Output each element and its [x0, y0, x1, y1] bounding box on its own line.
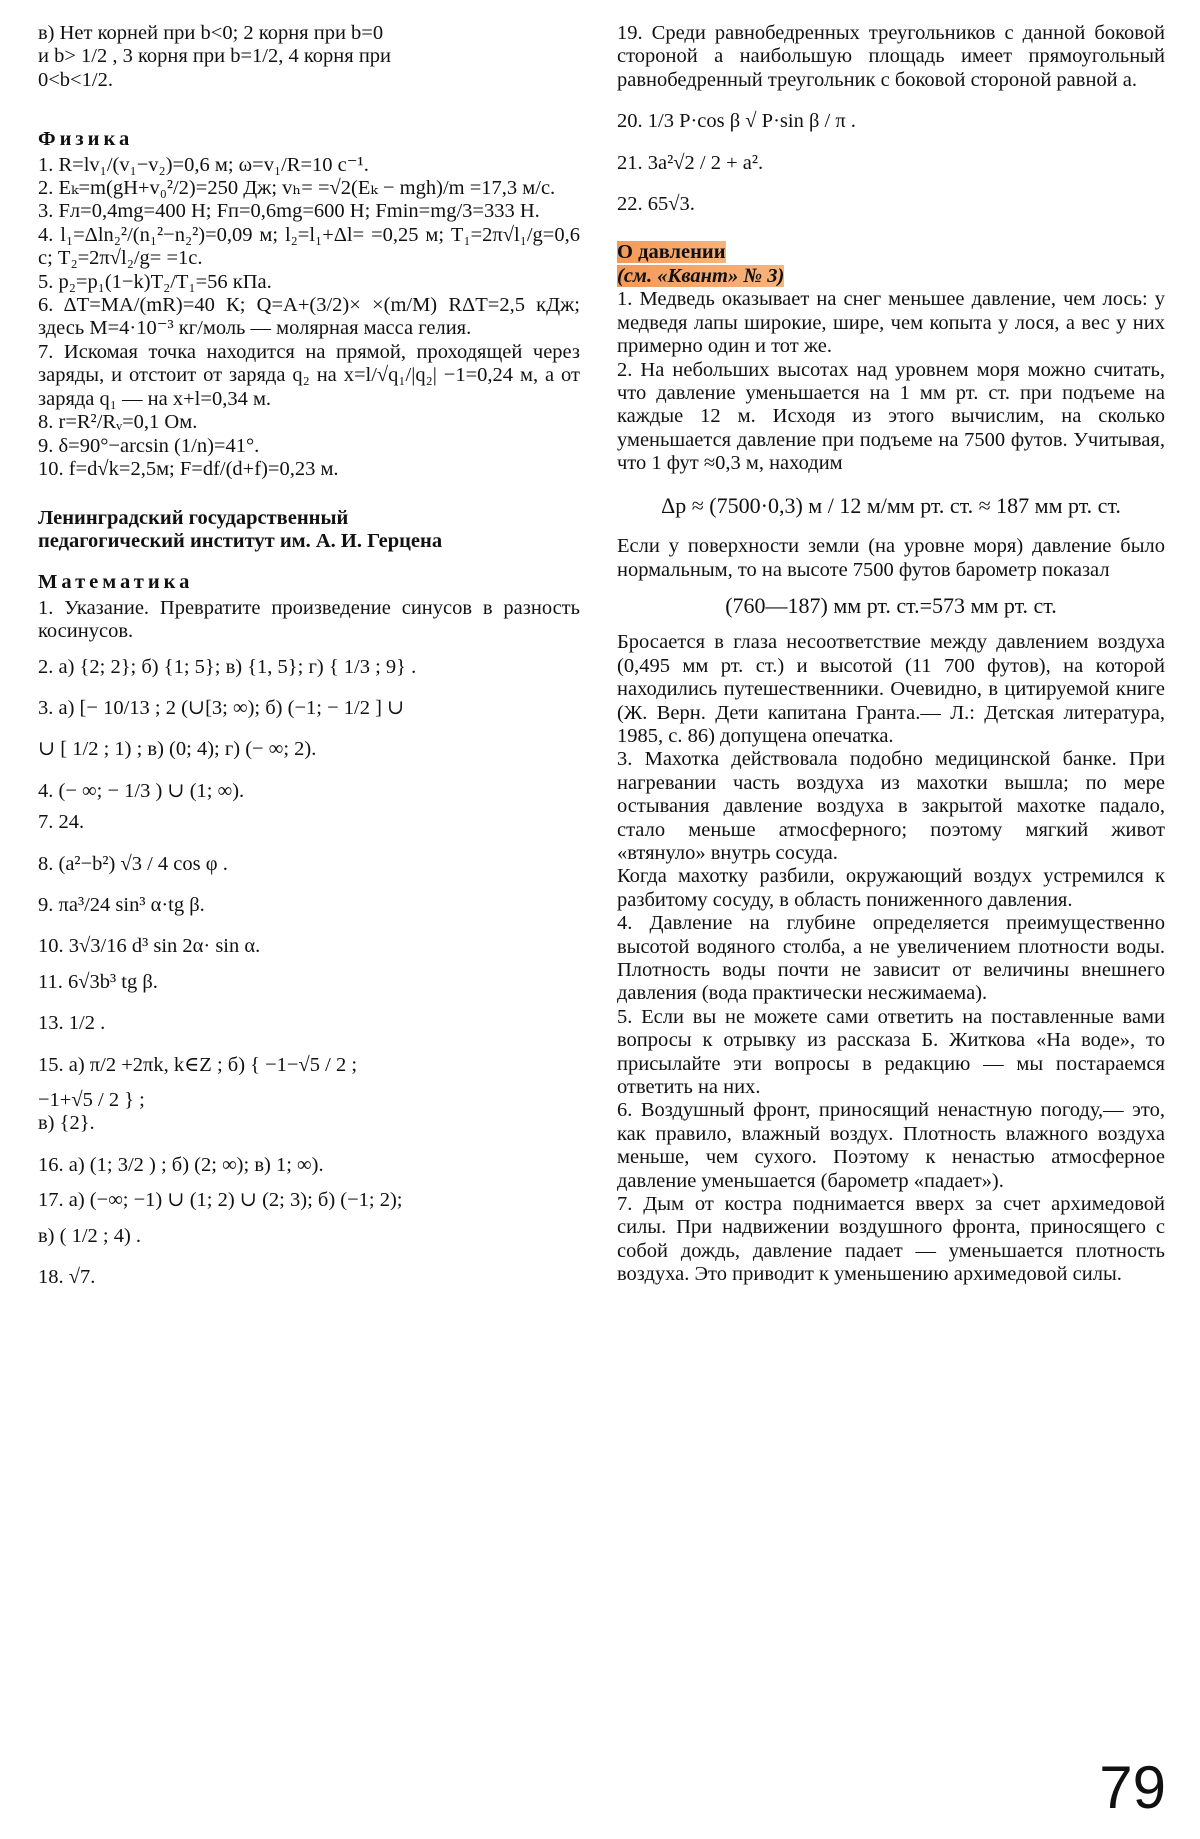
math-item: 7. 24.: [38, 811, 85, 834]
answer-paragraph: 3. Махотка действовала подобно медицинской банке. При нагревании часть воздуха из махотки вышла; по мере остывания давление воздуха в закрытой махотке падало, стало меньше атмосферного; поэтому мягкий живот «втянуло» внутрь сосуда.: [617, 748, 1165, 864]
answer-paragraph: 7. Дым от костра поднимается вверх за счет архимедовой силы. При надвижении воздушного фронта, приносящего с собой дождь, давление падает — уменьшается плотность воздуха. Это приводит к уменьшению архимедовой силы.: [617, 1193, 1165, 1286]
physics-item: 1. R=lv₁/(v₁−v₂)=0,6 м; ω=v₁/R=10 с⁻¹.: [38, 153, 369, 176]
section-ref-text: (см. «Квант» № 3): [617, 265, 785, 288]
physics-item: 5. p₂=p₁(1−k)T₂/T₁=56 кПа.: [38, 270, 272, 293]
institute-line-2: педагогический институт им. А. И. Герцена: [38, 530, 443, 553]
formula-pressure-drop: Δp ≈ (7500·0,3) м / 12 м/мм рт. ст. ≈ 187 мм рт. ст.: [661, 492, 1121, 518]
physics-item: 10. f=d√k=2,5м; F=df/(d+f)=0,23 м.: [38, 457, 339, 480]
left-column: [38, 22, 580, 1289]
answer-paragraph: 2. На небольших высотах над уровнем моря можно считать, что давление уменьшается на 1 мм рт. ст. при подъеме на каждые 12 м. Исходя из этого вычислим, на сколько уменьшается давление при подъеме на 7500 футов. Учитывая, что 1 фут ≈0,3 м, находим: [617, 358, 1165, 475]
physics-item: 4. l₁=Δln₂²/(n₁²−n₂²)=0,09 м; l₂=l₁+Δl= =0,25 м; T₁=2π√l₁/g=0,6 с; T₂=2π√l₂/g= =1с.: [38, 223, 580, 270]
answer-paragraph: 6. Воздушный фронт, приносящий ненастную погоду,— это, как правило, влажный воздух. Плотность влажного воздуха меньше, чем сухого. Поэтому к ненастью атмосферное давление уменьшается (барометр «падает»).: [617, 1099, 1165, 1192]
math-item: 4. (− ∞; − 1/3 ) ∪ (1; ∞).: [38, 779, 245, 802]
physics-item: 6. ΔT=MA/(mR)=40 К; Q=A+(3/2)× ×(m/M) RΔT=2,5 кДж; здесь M=4·10⁻³ кг/моль — молярная масса гелия.: [38, 294, 580, 340]
section-reference: [617, 264, 1165, 288]
section-heading: [617, 240, 1165, 288]
physics-item: 2. Eₖ=m(gH+v₀²/2)=250 Дж; vₕ= =√2(Eₖ − mgh)/m =17,3 м/с.: [38, 177, 556, 200]
intro-line-2: и b> 1/2 , 3 корня при b=1/2, 4 корня при: [38, 45, 392, 68]
math-item: 11. 6√3b³ tg β.: [38, 970, 158, 993]
physics-item: 7. Искомая точка находится на прямой, проходящей через заряды, и отстоит от заряда q₂ на x=l/√q₁/|q₂| −1=0,24 м, а от заряда q₁ — на x+l=0,34 м.: [38, 340, 580, 410]
math-item: ∪ [ 1/2 ; 1) ; в) (0; 4); г) (− ∞; 2).: [38, 738, 317, 761]
math-item: 1. Указание. Превратите произведение синусов в разность косинусов.: [38, 596, 580, 643]
physics-heading: Физика: [38, 128, 134, 151]
answer-paragraph: 5. Если вы не можете сами ответить на поставленные вами вопросы к отрывку из рассказа Б. Житкова «На воде», то присылайте эти вопросы в редакцию — мы постараемся ответить на них.: [617, 1005, 1165, 1099]
right-item: 22. 65√3.: [617, 193, 695, 216]
math-item: 18. √7.: [38, 1266, 96, 1289]
answer-paragraph: Если у поверхности земли (на уровне моря) давление было нормальным, то на высоте 7500 футов барометр показал: [617, 535, 1165, 581]
physics-item: 9. δ=90°−arcsin (1/n)=41°.: [38, 434, 260, 457]
physics-item: 8. r=R²/Rᵥ=0,1 Ом.: [38, 411, 198, 434]
math-item: −1+√5 / 2 } ;: [38, 1089, 145, 1111]
answer-paragraph: 1. Медведь оказывает на снег меньшее давление, чем лось: у медведя лапы широкие, шире, чем копыта у лося, а вес у них примерно один и тот же.: [617, 288, 1165, 358]
section-title-text: О давлении: [617, 241, 726, 264]
math-item: в) ( 1/2 ; 4) .: [38, 1224, 142, 1247]
physics-item: 3. Fл=0,4mg=400 Н; Fп=0,6mg=600 Н; Fmin=mg/3=333 Н.: [38, 200, 540, 223]
section-title: [617, 240, 1165, 264]
page-number: 79: [1099, 1754, 1166, 1821]
answer-paragraph: Когда махотку разбили, окружающий воздух устремился к разбитому сосуду, в область пониженного давления.: [617, 865, 1165, 911]
math-item: 9. πa³/24 sin³ α·tg β.: [38, 893, 205, 916]
math-item: 16. а) (1; 3/2 ) ; б) (2; ∞); в) 1; ∞).: [38, 1153, 324, 1176]
institute-heading: [38, 507, 580, 553]
right-column: [617, 22, 1165, 1287]
math-item: 8. (a²−b²) √3 / 4 cos φ .: [38, 852, 228, 875]
math-heading: Математика: [38, 571, 194, 594]
math-item: в) {2}.: [38, 1112, 95, 1135]
intro-line-3: 0<b<1/2.: [38, 68, 113, 91]
math-item: 3. а) [− 10/13 ; 2 (∪[3; ∞); б) (−1; − 1/2 ] ∪: [38, 696, 405, 719]
right-item: 20. 1/3 P·cos β √ P·sin β / π .: [617, 110, 856, 133]
answer-paragraph: Бросается в глаза несоответствие между давлением воздуха (0,495 мм рт. ст.) и высотой (11 700 футов), на которой находились путешественники. Очевидно, в цитируемой книге (Ж. Верн. Дети капитана Гранта.— Л.: Детская литература, 1985, с. 86) допущена опечатка.: [617, 631, 1165, 747]
math-item: 13. 1/2 .: [38, 1012, 106, 1035]
right-item: 21. 3a²√2 / 2 + a².: [617, 151, 764, 174]
math-item: 15. а) π/2 +2πk, k∈Z ; б) { −1−√5 / 2 ;: [38, 1053, 358, 1076]
math-item: 2. а) {2; 2}; б) {1; 5}; в) {1, 5}; г) { 1/3 ; 9} .: [38, 655, 417, 678]
math-item: 17. а) (−∞; −1) ∪ (1; 2) ∪ (2; 3); б) (−1; 2);: [38, 1189, 403, 1212]
institute-line-1: Ленинградский государственный: [38, 507, 349, 530]
formula-barometer: (760—187) мм рт. ст.=573 мм рт. ст.: [725, 592, 1057, 618]
answer-paragraph: 4. Давление на глубине определяется преимущественно высотой водяного столба, а не увеличением плотности воды. Плотность воды почти не зависит от величины внешнего давления (вода практически несжимаема).: [617, 912, 1165, 1005]
intro-line-1: в) Нет корней при b<0; 2 корня при b=0: [38, 22, 384, 44]
right-item: 19. Среди равнобедренных треугольников с данной боковой стороной a наибольшую площадь имеет прямоугольный равнобедренный треугольник с боковой стороной равной a.: [617, 22, 1165, 91]
math-item: 10. 3√3/16 d³ sin 2α· sin α.: [38, 935, 261, 958]
